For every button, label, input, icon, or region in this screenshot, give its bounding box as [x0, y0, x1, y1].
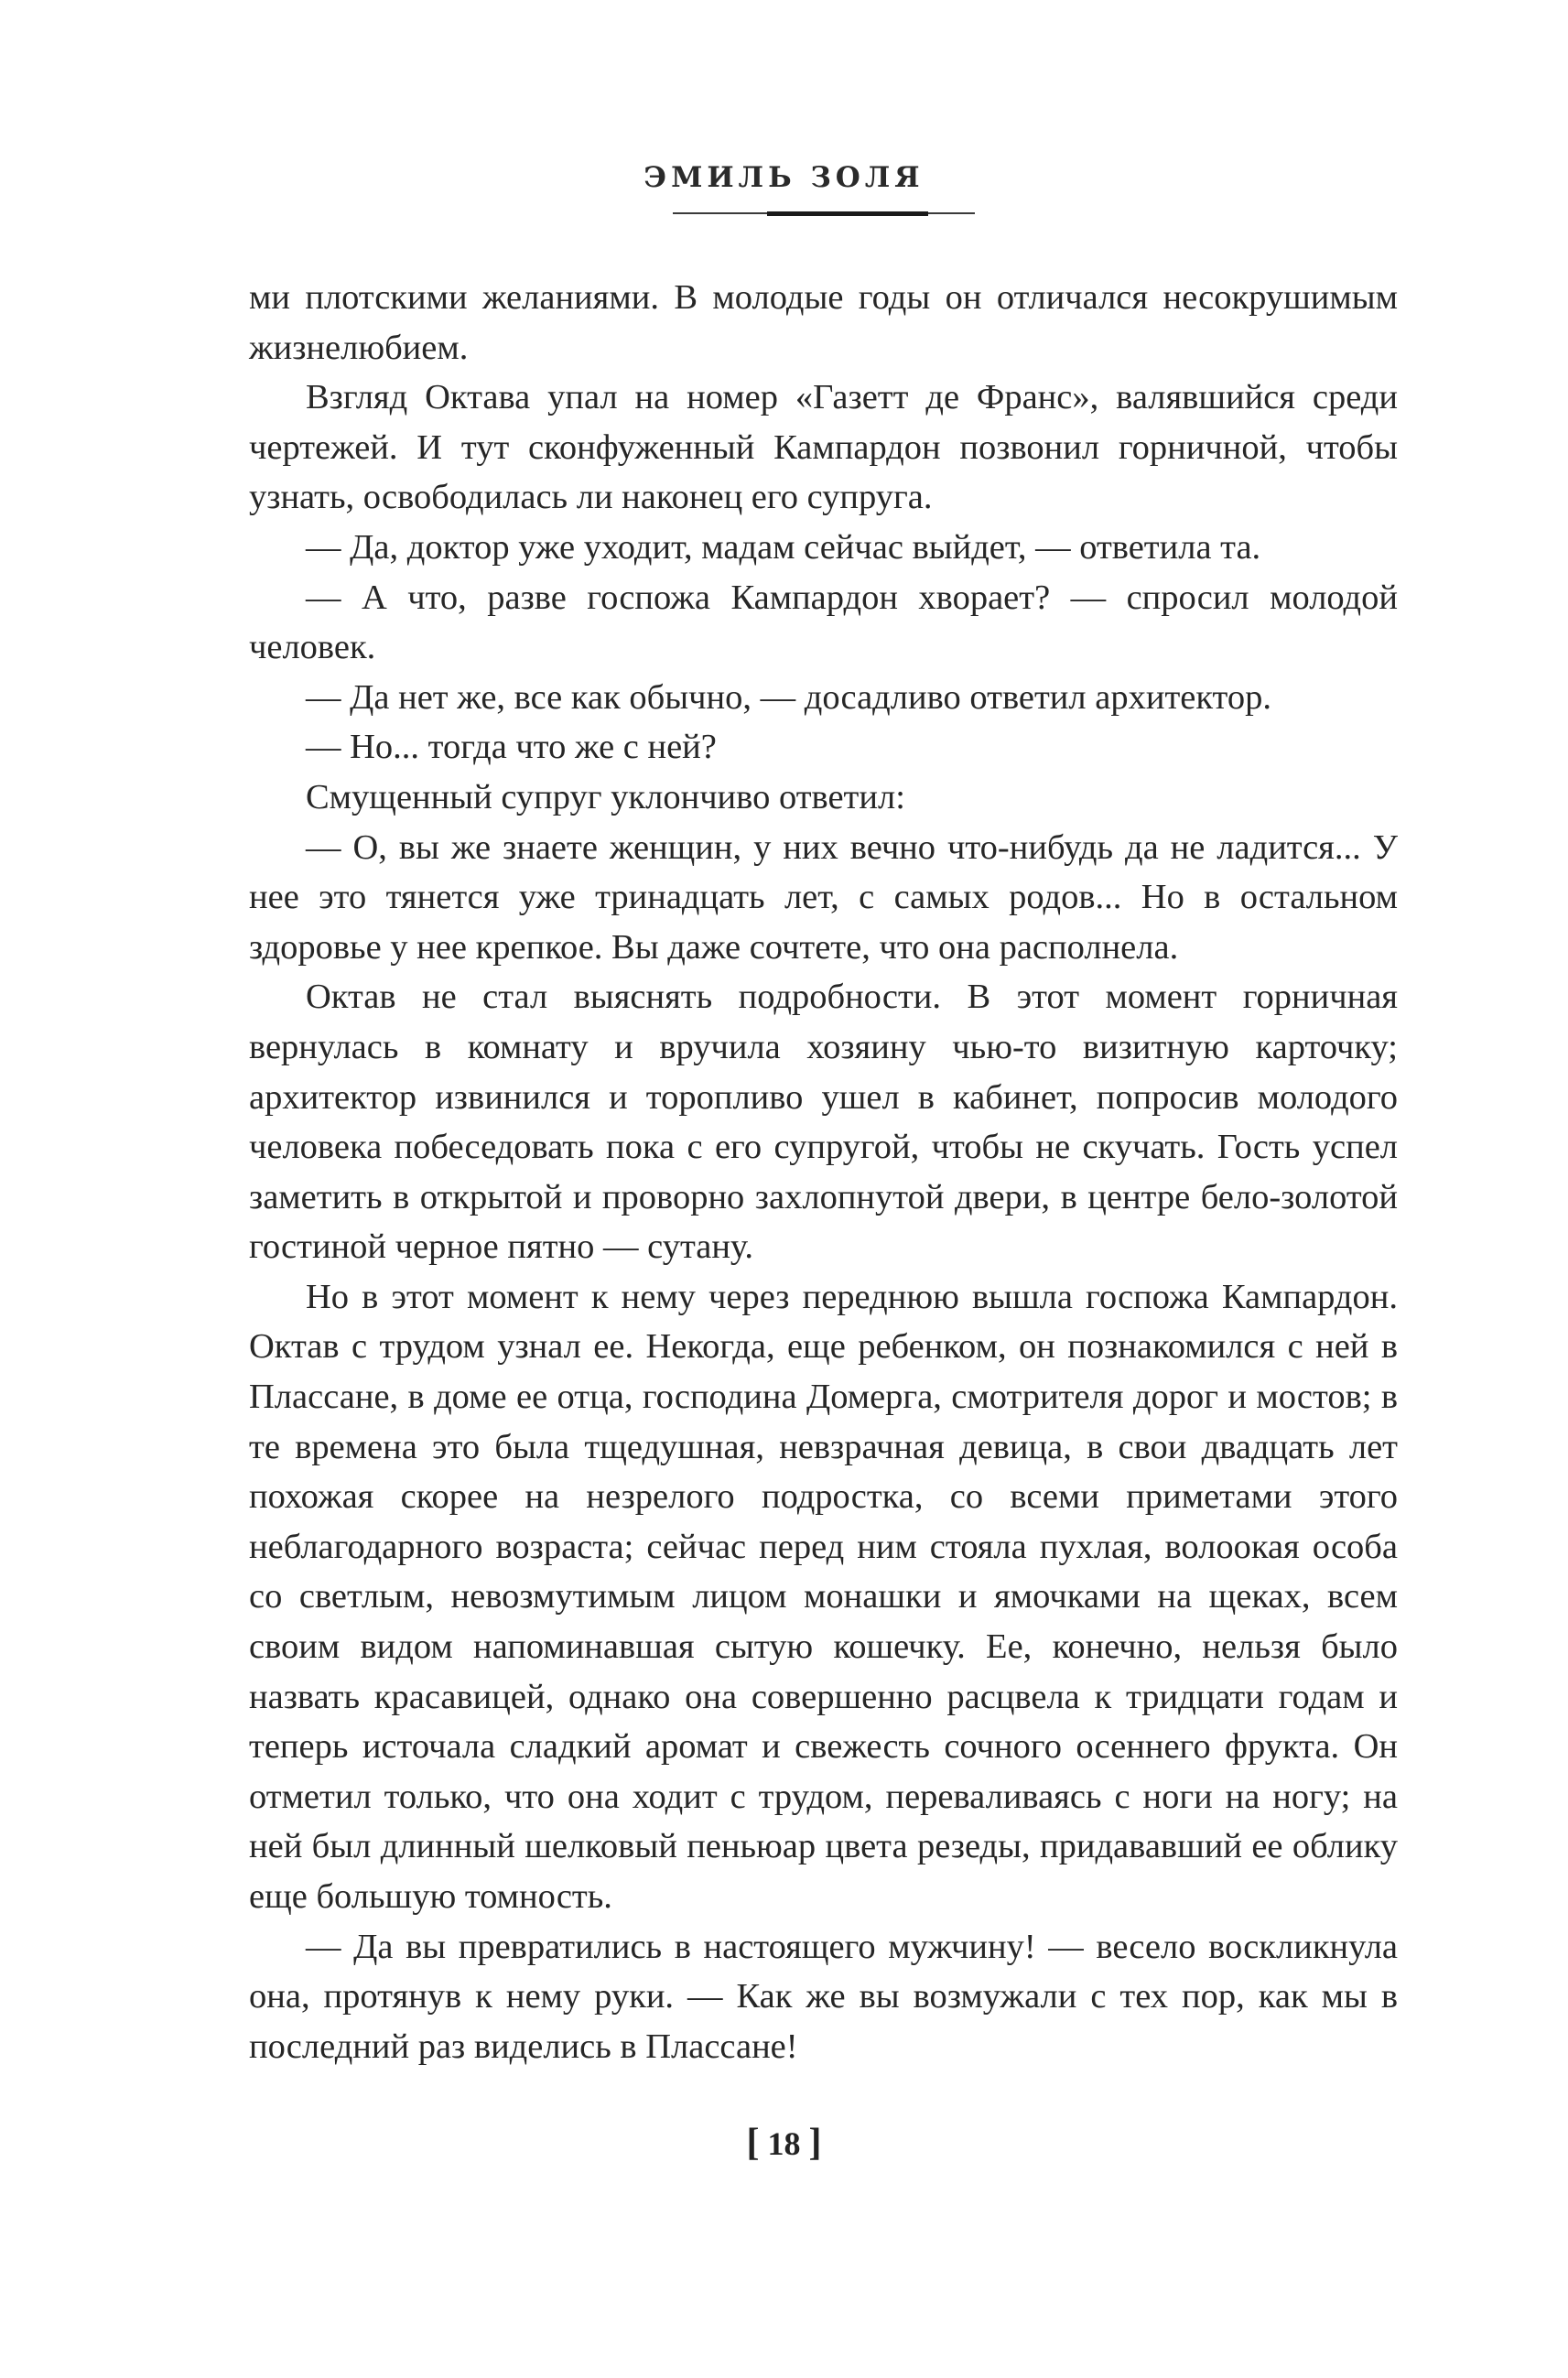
dialogue-line: — Да нет же, все как обычно, — досадливо ответил архитектор.: [306, 677, 1271, 717]
running-head: ЭМИЛЬ ЗОЛЯ: [643, 161, 925, 194]
paragraph-continuation: ми плотскими желаниями. В молодые годы он отличался несокрушимым жизнелюбием.: [249, 278, 1398, 367]
paragraph: Взгляд Октава упал на номер «Газетт де Франс», валявшийся среди чертежей. И тут сконфуженный Кампардон позвонил горничной, чтобы узнать, освободилась ли наконец его супруга.: [249, 378, 1398, 517]
page-number: [0, 2121, 1568, 2165]
dialogue-line: — О, вы же знаете женщин, у них вечно что-нибудь да не ладится... У нее это тянется уже тринадцать лет, с самых родов... Но в остальном здоровье у нее крепкое. Вы даже сочтете, что она располнела.: [249, 827, 1398, 967]
header-rule-accent: [767, 211, 928, 216]
body-text: [249, 273, 1398, 2071]
dialogue-line: — Но... тогда что же с ней?: [306, 728, 717, 767]
paragraph: Смущенный супруг уклончиво ответил:: [306, 777, 905, 816]
page-number-value: 18: [767, 2125, 801, 2162]
dialogue-line: — А что, разве госпожа Кампардон хворает? — спросил молодой человек.: [249, 578, 1398, 667]
folio-bracket-close: ]: [808, 2122, 822, 2164]
dialogue-line: — Да, доктор уже уходит, мадам сейчас выйдет, — ответила та.: [306, 527, 1261, 567]
paragraph: Октав не стал выяснять подробности. В этот момент горничная вернулась в комнату и вручила хозяину чью-то визитную карточку; архитектор извинился и торопливо ушел в кабинет, попросив молодого человека побеседовать пока с его супругой, чтобы не скучать. Гость успел заметить в открытой и проворно захлопнутой двери, в центре бело-золотой гостиной черное пятно — сутану.: [249, 978, 1398, 1267]
dialogue-line: — Да вы превратились в настоящего мужчину! — весело воскликнула она, протянув к нему руки. — Как же вы возмужали с тех пор, как мы в последний раз виделись в Плассане!: [249, 1927, 1398, 2066]
paragraph: Но в этот момент к нему через переднюю вышла госпожа Кампардон. Октав с трудом узнал ее. Некогда, еще ребенком, он познакомился с ней в Плассане, в доме ее отца, господина Домерга, смотрителя дорог и мостов; в те времена это была тщедушная, невзрачная девица, в свои двадцать лет похожая скорее на незрелого подростка, со всеми приметами этого неблагодарного возраста; сейчас перед ним стояла пухлая, волоокая особа со светлым, невозмутимым лицом монашки и ямочками на щеках, всем своим видом напоминавшая сытую кошечку. Ее, конечно, нельзя было назвать красавицей, однако она совершенно расцвела к тридцати годам и теперь источала сладкий аромат и свежесть сочного осеннего фрукта. Он отметил только, что она ходит с трудом, переваливаясь с ноги на ногу; на ней был длинный шелковый пеньюар цвета резеды, придававший ее облику еще большую томность.: [249, 1277, 1398, 1916]
folio-bracket-open: [: [746, 2122, 760, 2164]
